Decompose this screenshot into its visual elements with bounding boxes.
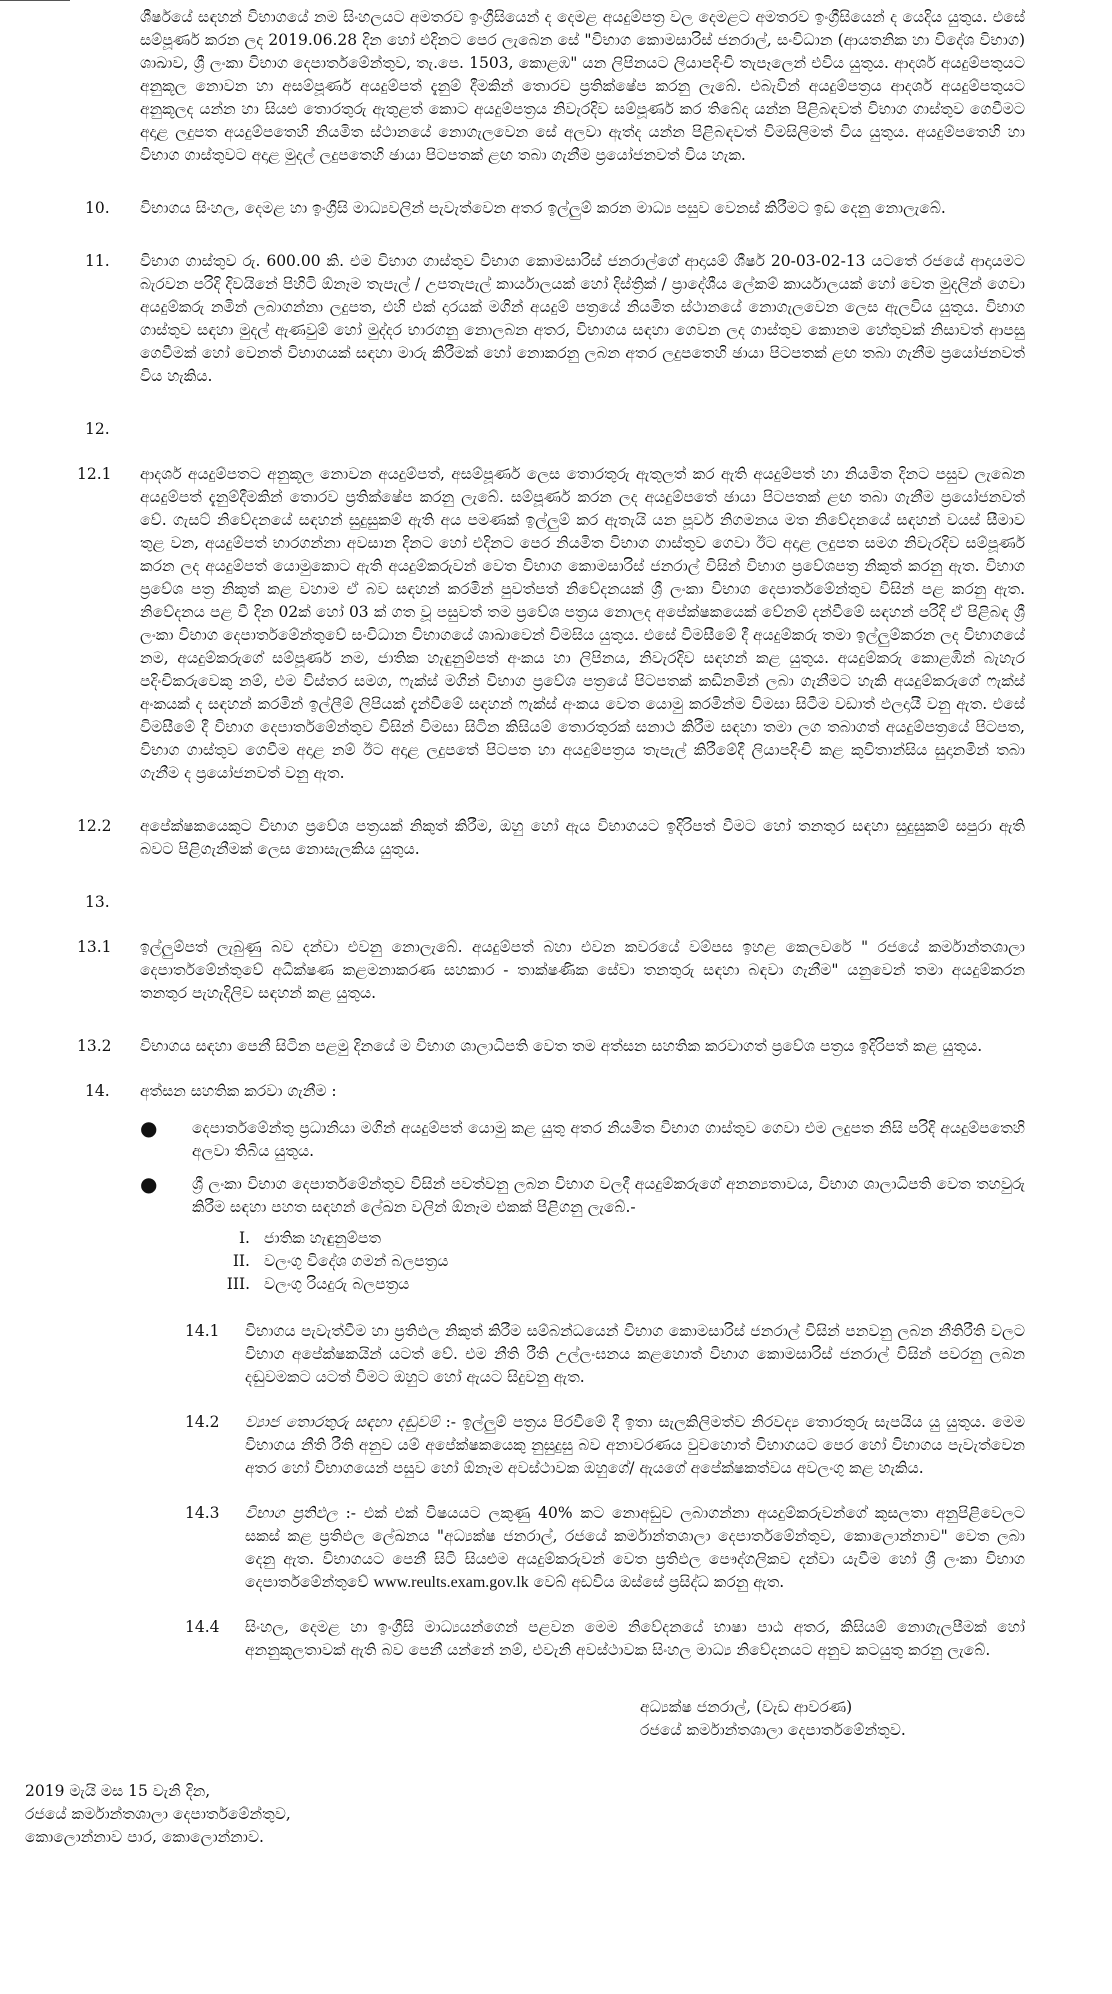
clause-14-4 xyxy=(185,1616,1025,1662)
id-document-name: වලංගු රියදුරු බලපත්‍රය xyxy=(264,1275,410,1293)
bullet-item xyxy=(140,1117,1025,1163)
section-text: විභාගය සිංහල, දෙමළ හා ඉංග්‍රීසි මාධ්‍යවලින් පැවැත්වෙන අතර ඉල්ලුම් කරන මාධ්‍ය පසුව වෙනස් කිරීමට ඉඩ දෙනු නොලැබේ. xyxy=(140,199,946,217)
section-13-2 xyxy=(25,1035,1025,1058)
clause-heading: ව්‍යාජ තොරතුරු සඳහා දඬුවම් xyxy=(245,1413,440,1431)
section-number: 10. xyxy=(85,199,110,217)
signatory-department: රජයේ කර්මාන්තශාලා දෙපාර්තමේන්තුව. xyxy=(640,1721,906,1739)
clause-text: සිංහල, දෙමළ හා ඉංග්‍රීසි මාධ්‍යයන්ගෙන් පළවන මෙම නිවේදනයේ භාෂා පාඨ අතර, කිසියම් නොගැලපීමක් හෝ අනනුකූලතාවක් ඇති බව පෙනී යන්නේ නම්, එවැනි අවස්ථාවක සිංහල මාධ්‍ය නිවේදනයට අනුව කටයුතු කරනු ලැබේ. xyxy=(245,1618,1025,1659)
section-text xyxy=(140,418,1025,441)
section-13 xyxy=(25,891,1025,914)
clause-number: 14.1 xyxy=(185,1322,220,1340)
section-12-2 xyxy=(25,815,1025,861)
clause-number: 14.2 xyxy=(185,1413,220,1431)
bullet-item xyxy=(140,1173,1025,1219)
section-text: ආදර්ශ අයදුම්පතට අනුකූල නොවන අයදුම්පත්, අසම්පූර්ණ ලෙස තොරතුරු ඇතුලත් කර ඇති අයදුම්පත් හා නියමිත දිනට පසුව ලැබෙන අයදුම්පත් දැනුම්දීමකින් තොරව ප්‍රතික්ෂේප කරනු ලැබේ. සම්පූර්ණ කරන ලද අයදුම්පතේ ඡායා පිටපතක් ළඟ තබා ගැනීම ප්‍රයෝජනවත් වේ. ගැසට් නිවේදනයේ සඳහන් සුදුසුකම් ඇති අය පමණක් ඉල්ලුම් කර ඇතැයි යන පූර්ව නිගමනය මත නිවේදනයේ සඳහන් වයස් සීමාව තුළ වන, අයදුම්පත් භාරගන්නා අවසාන දිනට හෝ එදිනට පෙර නියමිත විභාග ගාස්තුව ගෙවා ඊට අදාළ ලදුපත සමග නිවැරදිව සම්පූර්ණ කරන ලද අයදුම්පත් යොමුකොට ඇති අයදුම්කරුවන් වෙත විභාග කොමසාරිස් ජනරාල් විසින් විභාග ප්‍රවේශපත්‍ර නිකුත් කරනු ඇත. විභාග ප්‍රවේශ පත්‍ර නිකුත් කළ වහාම ඒ බව සඳහන් කරමින් පුවත්පත් නිවේදනයක් ශ්‍රී ලංකා විභාග දෙපාර්තමේන්තුව විසින් පළ කරනු ඇත. නිවේදනය පළ වී දින 02ක් හෝ 03 ක් ගත වූ පසුවත් තම ප්‍රවේශ පත්‍රය නොලද අපේක්ෂකයෙක් වේනම් දන්වීමේ සඳහන් පරිදි ඒ පිළිබඳ ශ්‍රී ලංකා විභාග දෙපාර්තමේන්තුවේ සංවිධාන විභාගයේ ශාඛාවෙන් විමසිය යුතුය. එසේ විමසීමේ දී අයදුම්කරු තමා ඉල්ලුම්කරන ලද විභාගයේ නම, අයදුම්කරුගේ සම්පූර්ණ නම, ජාතික හැඳුනුම්පත් අංකය හා ලිපිනය, නිවැරදිව සඳහන් කළ යුතුය. අයදුම්කරු කොළඹින් බැහැර පදිංචිකරුවෙකු නම්, එම විස්තර සමග, ෆැක්ස් මගින් විභාග ප්‍රවේශ පත්‍රයේ පිටපතක් කඩිනමින් ලබා ගැනීමට හැකි අයදුම්කරුගේ ෆැක්ස් අංකයක් ද සඳහන් කරමින් ඉල්ලීම් ලිපියක් දැන්වීමේ සඳහන් ෆැක්ස් අංකය වෙත යොමු කරමින්ම විමසා සිටීම වඩාත් ඵලදායී වනු ඇත. එසේ විමසීමේ දී විභාග දෙපාර්තමේන්තුව විසින් විමසා සිටින කිසියම් තොරතුරක් සනාථ කිරීම සඳහා තමා ලග තබාගත් අයදුම්පත්‍රයේ පිටපත, විභාග ගාස්තුව ගෙවීම අදාළ නම් ඊට අදාළ ලදුපතේ පිටපත හා අයදුම්පත්‍රය තැපැල් කිරීමේදී ලියාපදිංචි කළ කුවිතාන්සිය සුදානමින් තබා ගැනීම ද ප්‍රයෝජනවත් වනු ඇත. xyxy=(140,465,1025,782)
bullet-icon: ● xyxy=(140,1116,158,1140)
issue-date: 2019 මැයි මස 15 වැනි දින, xyxy=(25,1782,211,1800)
clause-text: :- එක් එක් විෂයයට ලකුණු 40% කට නොඅඩුව ලබාගන්නා අයදුම්කරුවන්ගේ කුසලතා අනුපිළිවෙලට සකස් කළ ප්‍රතිඵල ලේඛනය "අධ්‍යක්ෂ ජනරාල්, රජයේ කර්මාන්තශාලා දෙපාර්තමේන්තුව, කොලොන්නාව" වෙත ලබා දෙනු ඇත. විභාගයට පෙනී සිටි සියළුම අයදුම්කරුවන් වෙත ප්‍රතිඵල පෞද්ගලිකව දන්වා යැවීම හෝ ශ්‍රී ලංකා විභාග දෙපාර්තමේන්තුවේ xyxy=(245,1504,1025,1591)
section-12 xyxy=(25,418,1025,441)
id-document-item xyxy=(200,1250,900,1273)
section-text xyxy=(140,891,1025,914)
footer-department: රජයේ කර්මාන්තශාලා දෙපාර්තමේන්තුව, xyxy=(25,1805,291,1823)
clause-14-3 xyxy=(185,1502,1025,1594)
clause-14-2 xyxy=(185,1411,1025,1480)
section-text: විභාගය සඳහා පෙනී සිටින පළමු දිනයේ ම විභාග ශාලාධිපති වෙත තම අත්සන සහතික කරවාගත් ප්‍රවේශ පත්‍රය ඉදිරිපත් කළ යුතුය. xyxy=(140,1037,983,1055)
clause-body xyxy=(245,1502,1025,1594)
roman-numeral: I. xyxy=(238,1229,250,1247)
section-number: 11. xyxy=(85,252,110,270)
footer-address: කොලොන්නාව පාර, කොලොන්නාව. xyxy=(25,1828,264,1846)
section-text: විභාග ගාස්තුව රු. 600.00 කි. එම විභාග ගාස්තුව විභාග කොමසාරිස් ජනරාල්ගේ ආදායම් ශීර්ෂ 20-03-02-13 යටතේ රජයේ ආදායමට බැරවන පරිදි දිවයිනේ පිහිටි ඕනෑම තැපැල් / උපතැපැල් කාර්යාලයක් හෝ දිස්ත්‍රික් / ප්‍රාදේශීය ලේකම් කාර්යාලයක් හෝ වෙත මුදලින් ගෙවා අයදුම්කරු නමින් ලබාගන්නා ලදුපත, එහි එක් දාරයක් මගින් අයදුම් පත්‍රයේ නියමිත ස්ථානයේ නොගැලවෙන ලෙස ඇලවිය යුතුය. විභාග ගාස්තුව සඳහා මුදල් ඇණවුම් හෝ මුද්දර භාරගනු නොලබන අතර, විභාගය සඳහා ගෙවන ලද ගාස්තුව කොනම හේතුවක් නිසාවත් ආපසු ගෙවීමක් හෝ වෙනත් විභාගයක් සඳහා මාරු කිරීමක් හෝ නොකරනු ලබන අතර ලදුපතෙහි ඡායා පිටපතක් ළඟ තබා ගැනීම ප්‍රයෝජනවත් විය හැකිය. xyxy=(140,252,1025,385)
section-number: 12. xyxy=(85,420,110,438)
id-document-item xyxy=(200,1227,900,1250)
section-text: අපේක්ෂකයෙකුට විභාග ප්‍රවේශ පත්‍රයක් නිකුත් කිරීම, ඔහු හෝ ඇය විභාගයට ඉදිරිපත් වීමට හෝ තනතුර සඳහා සුදුසුකම් සපුරා ඇති බවට පිළිගැනීමක් ලෙස නොසැලකිය යුතුය. xyxy=(140,817,1025,858)
bullet-text: දෙපාර්තමේන්තු ප්‍රධානියා මගින් අයදුම්පත් යොමු කළ යුතු අතර නියමිත විභාග ගාස්තුව ගෙවා එම ලදුපත නිසි පරිදි අයදුම්පතෙහි අලවා තිබිය යුතුය. xyxy=(192,1119,1025,1160)
section-14 xyxy=(25,1080,1025,1103)
bullet-text: ශ්‍රී ලංකා විභාග දෙපාර්තමේන්තුව විසින් පවත්වනු ලබන විභාග වලදී අයදුම්කරුගේ අනන්‍යතාවය, විභාග ශාලාධිපති වෙත තහවුරු කිරීම සඳහා පහත සඳහන් ලේඛන වලින් ඕනෑම එකක් පිළිගනු ලැබේ.- xyxy=(192,1175,1025,1216)
clause-number: 14.3 xyxy=(185,1504,220,1522)
signatory-title: අධ්‍යක්ෂ ජනරාල්, (වැඩ ආවරණ) xyxy=(640,1698,853,1716)
id-document-item xyxy=(200,1273,900,1296)
clause-14-1 xyxy=(185,1320,1025,1389)
section-number: 13.1 xyxy=(77,938,112,956)
top-rule xyxy=(0,0,70,7)
section-text: ඉල්ලුම්පත් ලැබුණු බව දන්වා එවනු නොලැබේ. අයදුම්පත් බහා එවන කවරයේ වම්පස ඉහළ කෙලවරේ " රජයේ කර්මාන්තශාලා දෙපාර්තමේන්තුවේ අධීක්ෂණ කළමනාකරණ සහකාර - තාක්ෂණික සේවා තනතුරු සඳහා බඳවා ගැනීම" යනුවෙන් තමා අයදුම්කරන තනතුර පැහැදිලිව සඳහන් කළ යුතුය. xyxy=(140,938,1025,1002)
clause-number: 14.4 xyxy=(185,1618,220,1636)
section-number: 14. xyxy=(85,1082,110,1100)
intro-paragraph: ශීර්ෂයේ සඳහන් විභාගයේ නම සිංහලයට අමතරව ඉංග්‍රීසියෙන් ද දෙමළ අයදුම්පත්‍ර වල දෙමළට අමතරව ඉංග්‍රීසියෙන් ද යෙදිය යුතුය. එසේ සම්පූර්ණ කරන ලද 2019.06.28 දින හෝ එදිනට පෙර ලැබෙන සේ "විභාග කොමසාරිස් ජනරාල්, සංවිධාන (ආයතනික හා විදේශ විභාග) ශාඛාව, ශ්‍රී ලංකා විභාග දෙපාර්තමේන්තුව, තැ.පෙ. 1503, කොළඹ" යන ලිපිනයට ලියාපදිංචි තැපෑලෙන් එවිය යුතුය. ආදර්ශ අයදුම්පතුයට අනුකූල නොවන හා අසම්පූර්ණ අයදුම්පත් දැනුම් දීමකින් තොරව ප්‍රතික්ෂේප කරනු ලැබේ. එබැවින් අයදුම්පත්‍රය ආදර්ශ අයදුම්පතුයට අනුකූලද යන්න හා සියළු තොරතුරු ඇතුළත් කොට අයදුම්පත්‍රය නිවැරදිව සම්පූර්ණ කර තිබේද යන්න පිළිබඳවත් විභාග ගාස්තුව ගෙවීමට අදාළ ලදුපත අයදුම්පතෙහි නියමිත ස්ථානයේ නොගැලවෙන සේ අලවා ඇත්ද යන්න පිළිබඳවත් විමසිලිමත් විය යුතුය. අයදුම්පතෙහි හා විභාග ගාස්තුවට අදාළ මුදල් ලදුපතෙහි ඡායා පිටපතක් ළඟ තබා ගැනීම ප්‍රයෝජනවත් විය හැක. xyxy=(140,8,1025,164)
clause-heading: විභාග ප්‍රතිඵල xyxy=(245,1504,338,1522)
id-document-name: ජාතික හැඳුනුම්පත xyxy=(264,1229,381,1247)
clause-text: විභාගය පැවැත්වීම හා ප්‍රතිඵල නිකුත් කිරීම සම්බන්ධයෙන් විභාග කොමසාරිස් ජනරාල් විසින් පනවනු ලබන නීතිරීති වලට විභාග අපේක්ෂකයින් යටත් වේ. එම නීති රීති උල්ලංඝනය කළහොත් විභාග කොමසාරිස් ජනරාල් විසින් පවරනු ලබන දඬුවමකට යටත් වීමට ඔහුට හෝ ඇයට සිදුවනු ඇත. xyxy=(245,1322,1025,1386)
roman-numeral: III. xyxy=(226,1275,250,1293)
section-number: 12.2 xyxy=(77,817,112,835)
footer-block xyxy=(25,1780,1112,1849)
id-document-name: වලංගු විදේශ ගමන් බලපත්‍රය xyxy=(264,1252,449,1270)
results-website-link[interactable]: www.reults.exam.gov.lk xyxy=(373,1574,529,1591)
section-number: 13. xyxy=(85,893,110,911)
signature-block xyxy=(640,1696,1112,1742)
section-11 xyxy=(25,250,1025,388)
clause-text: :- ඉල්ලුම් පත්‍රය පිරවීමේ දී ඉතා සැලකිලිමත්ව නිරවද්‍ය තොරතුරු සැපයිය යු යුතුය. මෙම විභාගය නීති රීති අනුව යම් අපේක්ෂකයෙකු නුසුදුසු බව අනාවරණය වුවහොත් විභාගයට පෙර හෝ විභාගය පැවැත්වෙන අතර හෝ විභාගයෙන් පසුව හෝ ඕනෑම අවස්ථාවක ඔහුගේ/ ඇයගේ අපේක්ෂකත්වය අවලංගු කළ හැකිය. xyxy=(245,1413,1025,1477)
section-number: 12.1 xyxy=(77,465,112,483)
clause-body xyxy=(245,1411,1025,1480)
section-number: 13.2 xyxy=(77,1037,112,1055)
section-12-1 xyxy=(25,463,1025,785)
roman-numeral: II. xyxy=(232,1252,250,1270)
clause-text-tail: වෙබ් අඩවිය ඔස්සේ ප්‍රසිද්ධ කරනු ඇත. xyxy=(528,1573,785,1591)
section-text: අත්සන සහතික කරවා ගැනීම : xyxy=(140,1082,337,1100)
bullet-icon: ● xyxy=(140,1172,158,1196)
section-13-1 xyxy=(25,936,1025,1005)
section-10 xyxy=(25,197,1025,220)
